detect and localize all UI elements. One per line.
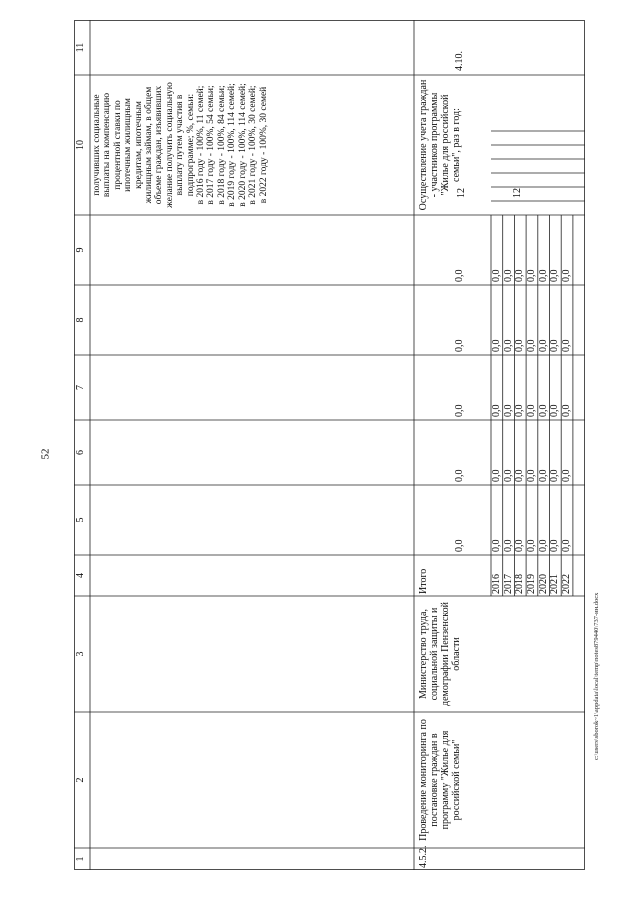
- col-header-4: 4: [75, 573, 86, 578]
- indicator-value-1: 12: [456, 188, 467, 198]
- total-value-8: 0,0: [454, 339, 465, 352]
- year-2022: 2022: [561, 574, 573, 594]
- col-header-10: 10: [75, 140, 86, 150]
- value-cell: 0,0: [561, 469, 573, 482]
- total-value-9: 0,0: [454, 269, 465, 282]
- values-col-6: [491, 420, 573, 485]
- total-value-7: 0,0: [454, 404, 465, 417]
- col-header-1: 1: [75, 856, 86, 862]
- total-value-5: 0,0: [454, 539, 465, 552]
- value-cell: 0,0: [514, 469, 526, 482]
- total-value-6: 0,0: [454, 469, 465, 482]
- value-cell: 0,0: [514, 269, 526, 282]
- value-cell: 0,0: [491, 469, 502, 482]
- value-cell: 0,0: [549, 404, 561, 417]
- value-cell: 0,0: [561, 339, 573, 352]
- value-cell: 0,0: [549, 539, 561, 552]
- value-cell: 0,0: [502, 469, 514, 482]
- value-cell: 0,0: [549, 339, 561, 352]
- year-2018: 2018: [514, 574, 526, 594]
- value-cell: 0,0: [526, 269, 538, 282]
- value-cell: 0,0: [491, 404, 502, 417]
- indicator-value-2: 12: [512, 188, 523, 198]
- col-header-6: 6: [75, 450, 86, 455]
- value-cell: 0,0: [537, 269, 549, 282]
- value-cell: 0,0: [502, 269, 514, 282]
- value-cell: 0,0: [502, 539, 514, 552]
- value-cell: 0,0: [526, 539, 538, 552]
- year-list: [491, 555, 573, 596]
- value-cell: 0,0: [526, 404, 538, 417]
- col-header-9: 9: [75, 247, 86, 253]
- values-col-7: [491, 355, 573, 420]
- value-cell: 0,0: [537, 469, 549, 482]
- value-cell: 0,0: [514, 339, 526, 352]
- value-cell: 0,0: [549, 269, 561, 282]
- values-col-9: [491, 215, 573, 285]
- year-2016: 2016: [491, 574, 502, 594]
- value-cell: 0,0: [549, 469, 561, 482]
- year-2021: 2021: [549, 574, 561, 594]
- value-cell: 0,0: [561, 269, 573, 282]
- value-cell: 0,0: [514, 404, 526, 417]
- event-name: Проведение мониторинга по постановке граждан в программу "Жилье для российской семьи": [418, 719, 462, 841]
- year-2017: 2017: [502, 574, 514, 594]
- link-number: 4.10.: [454, 51, 465, 71]
- value-cell: 0,0: [537, 404, 549, 417]
- value-cell: 0,0: [491, 269, 502, 282]
- value-cell: 0,0: [561, 404, 573, 417]
- col-header-8: 8: [75, 317, 86, 323]
- col-header-3: 3: [75, 651, 86, 657]
- file-path-footer: c:\users\sborok~1\appdata\local\temp\notes879440\737-ин.docx: [593, 592, 600, 760]
- year-2019: 2019: [526, 574, 538, 594]
- rotated-table-sheet: [74, 20, 585, 870]
- value-cell: 0,0: [526, 469, 538, 482]
- value-cell: 0,0: [526, 339, 538, 352]
- continued-indicator-text: получивших социальные выплаты на компенсацию процентной ставки по ипотечным жилищным кредитам, ипотечным жилищным займам, в общем объеме граждан, изъявивших желание получить социальную выплату путем участия в подпрограмме; %, семьи: в 2016 году - 100%, 11 семей; в 2017 году - 100%, 54 семьи; в 2018 году - 100%, 84 семьи; в 2019 году - 100%, 114 семей; в 2020 году - 100%, 114 семей; в 2021 году - 100%, 30 семей; в 2022 году - 100%, 30 семей: [92, 82, 269, 208]
- year-2020: 2020: [537, 574, 549, 594]
- col-header-5: 5: [75, 517, 86, 523]
- executor-name: Министерство труда, социальной защиты и демографии Пензенской области: [418, 602, 462, 706]
- col-header-11: 11: [75, 42, 86, 53]
- value-cell: 0,0: [537, 339, 549, 352]
- value-cell: 0,0: [502, 339, 514, 352]
- value-cell: 0,0: [491, 339, 502, 352]
- total-label: Итого: [418, 568, 429, 594]
- value-cell: 0,0: [514, 539, 526, 552]
- value-cell: 0,0: [537, 539, 549, 552]
- col-header-7: 7: [75, 385, 86, 390]
- values-col-5: [491, 485, 573, 555]
- value-cell: 0,0: [561, 539, 573, 552]
- value-cell: 0,0: [491, 539, 502, 552]
- value-cell: 0,0: [502, 404, 514, 417]
- page-number: 52: [39, 448, 52, 460]
- indicator-text: Осуществление учета граждан - участников программы "Жилье для российской семьи", раз в год:: [418, 79, 462, 211]
- values-col-8: [491, 285, 573, 355]
- col-header-2: 2: [75, 777, 86, 783]
- row-number: 4.5.2.: [418, 845, 429, 868]
